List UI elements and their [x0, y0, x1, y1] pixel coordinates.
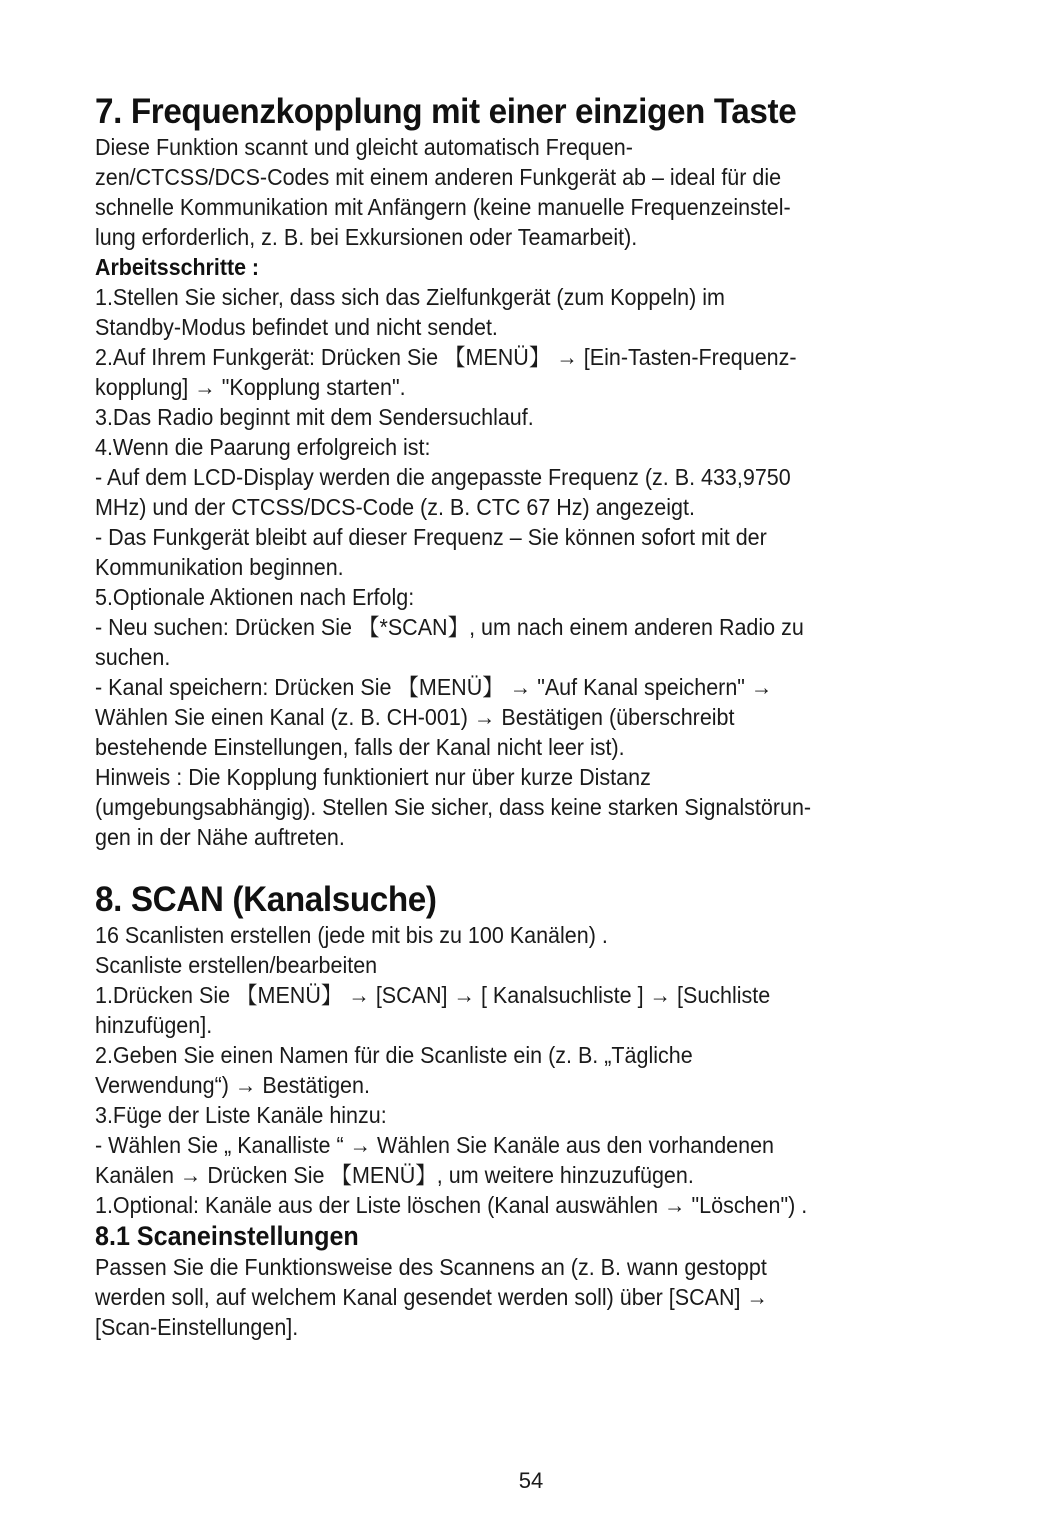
text-line: 1.Stellen Sie sicher, dass sich das Zielfunkgerät (zum Koppeln) im	[95, 284, 725, 310]
text-line: Passen Sie die Funktionsweise des Scannens an (z. B. wann gestoppt	[95, 1254, 767, 1280]
text-line: 1.Optional: Kanäle aus der Liste löschen (Kanal auswählen → "Löschen") .	[95, 1192, 808, 1218]
section-7-steps	[95, 282, 975, 852]
text-line: Standby-Modus befindet und nicht sendet.	[95, 314, 498, 340]
text-line: hinzufügen].	[95, 1012, 213, 1038]
text-line: - Wählen Sie „ Kanalliste “ → Wählen Sie Kanäle aus den vorhandenen	[95, 1132, 774, 1158]
section-8-title: 8. SCAN (Kanalsuche)	[95, 880, 437, 919]
section-7-title: 7. Frequenzkopplung mit einer einzigen Taste	[95, 92, 797, 131]
text-line: bestehende Einstellungen, falls der Kanal nicht leer ist).	[95, 734, 625, 760]
text-line: Verwendung“) → Bestätigen.	[95, 1072, 370, 1098]
text-line: Diese Funktion scannt und gleicht automatisch Frequen-	[95, 134, 633, 160]
section-7-intro	[95, 132, 975, 252]
text-line: - Das Funkgerät bleibt auf dieser Frequenz – Sie können sofort mit der	[95, 524, 767, 550]
steps-heading: Arbeitsschritte :	[95, 254, 260, 280]
note-line: (umgebungsabhängig). Stellen Sie sicher, dass keine starken Signalstörun-	[95, 794, 812, 820]
page-number: 54	[518, 1468, 544, 1493]
text-line: Wählen Sie einen Kanal (z. B. CH-001) → Bestätigen (überschreibt	[95, 704, 735, 730]
text-line: 2.Geben Sie einen Namen für die Scanliste ein (z. B. „Tägliche	[95, 1042, 693, 1068]
text-line: kopplung] → "Kopplung starten".	[95, 374, 406, 400]
text-line: 16 Scanlisten erstellen (jede mit bis zu 100 Kanälen) .	[95, 922, 608, 948]
text-line: suchen.	[95, 644, 171, 670]
note-line: Hinweis : Die Kopplung funktioniert nur über kurze Distanz	[95, 764, 651, 790]
text-line: zen/CTCSS/DCS-Codes mit einem anderen Funkgerät ab – ideal für die	[95, 164, 782, 190]
text-line: 4.Wenn die Paarung erfolgreich ist:	[95, 434, 431, 460]
manual-page	[95, 92, 975, 1342]
text-line: Kanälen → Drücken Sie 【MENÜ】, um weitere hinzuzufügen.	[95, 1162, 694, 1188]
text-line: - Kanal speichern: Drücken Sie 【MENÜ】 → "Auf Kanal speichern" →	[95, 674, 773, 700]
text-line: schnelle Kommunikation mit Anfängern (keine manuelle Frequenzeinstel-	[95, 194, 791, 220]
text-line: 1.Drücken Sie 【MENÜ】 → [SCAN] → [ Kanalsuchliste ] → [Suchliste	[95, 982, 771, 1008]
text-line: 2.Auf Ihrem Funkgerät: Drücken Sie 【MENÜ】 → [Ein-Tasten-Frequenz-	[95, 344, 797, 370]
section-8-1-title: 8.1 Scaneinstellungen	[95, 1221, 359, 1251]
text-line: - Auf dem LCD-Display werden die angepasste Frequenz (z. B. 433,9750	[95, 464, 791, 490]
text-line: [Scan-Einstellungen].	[95, 1314, 299, 1340]
note-line: gen in der Nähe auftreten.	[95, 824, 345, 850]
text-line: 3.Das Radio beginnt mit dem Sendersuchlauf.	[95, 404, 534, 430]
text-line: Scanliste erstellen/bearbeiten	[95, 952, 378, 978]
section-8-1-body	[95, 1252, 975, 1342]
text-line: - Neu suchen: Drücken Sie 【*SCAN】, um nach einem anderen Radio zu	[95, 614, 804, 640]
section-8-body	[95, 920, 975, 1220]
text-line: MHz) und der CTCSS/DCS-Code (z. B. CTC 67 Hz) angezeigt.	[95, 494, 695, 520]
text-line: werden soll, auf welchem Kanal gesendet werden soll) über [SCAN] →	[95, 1284, 768, 1310]
text-line: lung erforderlich, z. B. bei Exkursionen oder Teamarbeit).	[95, 224, 638, 250]
text-line: 5.Optionale Aktionen nach Erfolg:	[95, 584, 415, 610]
text-line: 3.Füge der Liste Kanäle hinzu:	[95, 1102, 387, 1128]
text-line: Kommunikation beginnen.	[95, 554, 344, 580]
